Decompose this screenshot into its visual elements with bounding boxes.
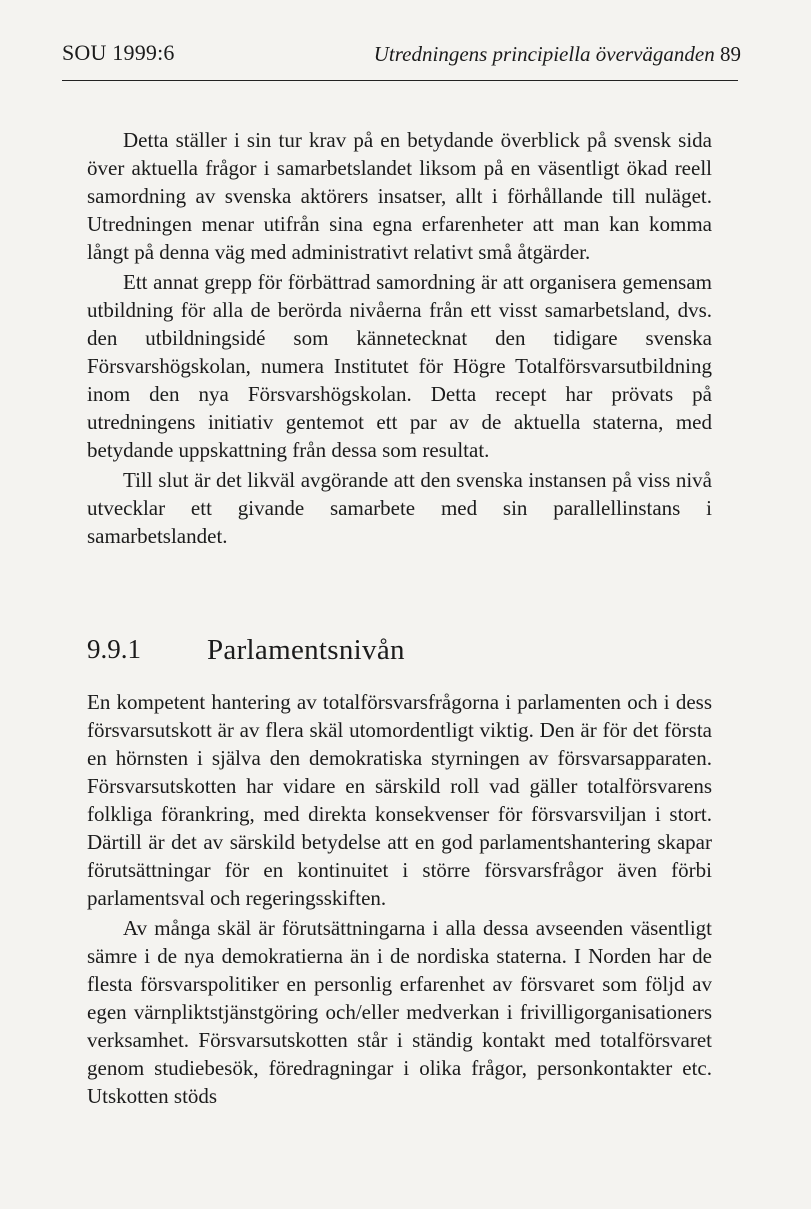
section-title: Parlamentsnivån — [207, 634, 405, 666]
chapter-heading — [374, 42, 741, 67]
header-rule — [62, 80, 738, 81]
paragraph: Ett annat grepp för förbättrad samordning är att organisera gemensam utbildning för alla de berörda nivåerna från ett visst samarbetsland, dvs. den utbildningsidé som kännetecknat den tidigare svenska Försvarshögskolan, numera Institutet för Högre Totalförsvarsutbildning inom den nya Försvarshögskolan. Detta recept har prövats på utredningens initiativ gentemot ett par av de aktuella staterna, med betydande uppskattning från dessa som resultat. — [87, 270, 712, 462]
paragraph: Av många skäl är förutsättningarna i alla dessa avseenden väsentligt sämre i de nya demokratierna än i de nordiska staterna. I Norden har de flesta försvarspolitiker en personlig erfarenhet av försvaret som följd av egen värnpliktstjänstgöring och/eller medverkan i frivilligorganisationers verksamhet. Försvarsutskotten står i ständig kontakt med totalförsvaret genom studiebesök, föredragningar i olika frågor, personkontakter etc. Utskotten stöds — [87, 916, 712, 1108]
report-id: SOU 1999:6 — [62, 40, 175, 65]
paragraph: Detta ställer i sin tur krav på en betydande överblick på svensk sida över aktuella frågor i samarbetslandet liksom på en väsentligt ökad reell samordning av svenska aktörers insatser, allt i förhållande till nuläget. Utredningen menar utifrån sina egna erfarenheter att man kan komma långt på denna väg med administrativt relativt små åtgärder. — [87, 128, 712, 264]
section-heading — [87, 628, 712, 672]
page-number: 89 — [720, 42, 741, 66]
body-text-top — [87, 126, 712, 550]
running-header — [62, 40, 741, 70]
paragraph: En kompetent hantering av totalförsvarsfrågorna i parlamenten och i dess försvarsutskott är av flera skäl utomordentligt viktig. Den är för det första en hörnsten i själva den demokratiska styrningen av försvarsapparaten. Försvarsutskotten har vidare en särskild roll vad gäller totalförsvarens folkliga förankring, med direkta konsekvenser för försvarsviljan i stort. Därtill är det av särskild betydelse att en god parlamentshantering skapar förutsättningar för en kontinuitet i större försvarsfrågor även förbi parlamentsval och regeringsskiften. — [87, 690, 712, 910]
section-number: 9.9.1 — [87, 634, 141, 664]
paragraph: Till slut är det likväl avgörande att den svenska instansen på viss nivå utvecklar ett givande samarbete med sin parallellinstans i samarbetslandet. — [87, 468, 712, 548]
chapter-title: Utredningens principiella överväganden — [373, 42, 715, 66]
body-text-bottom — [87, 688, 712, 1110]
